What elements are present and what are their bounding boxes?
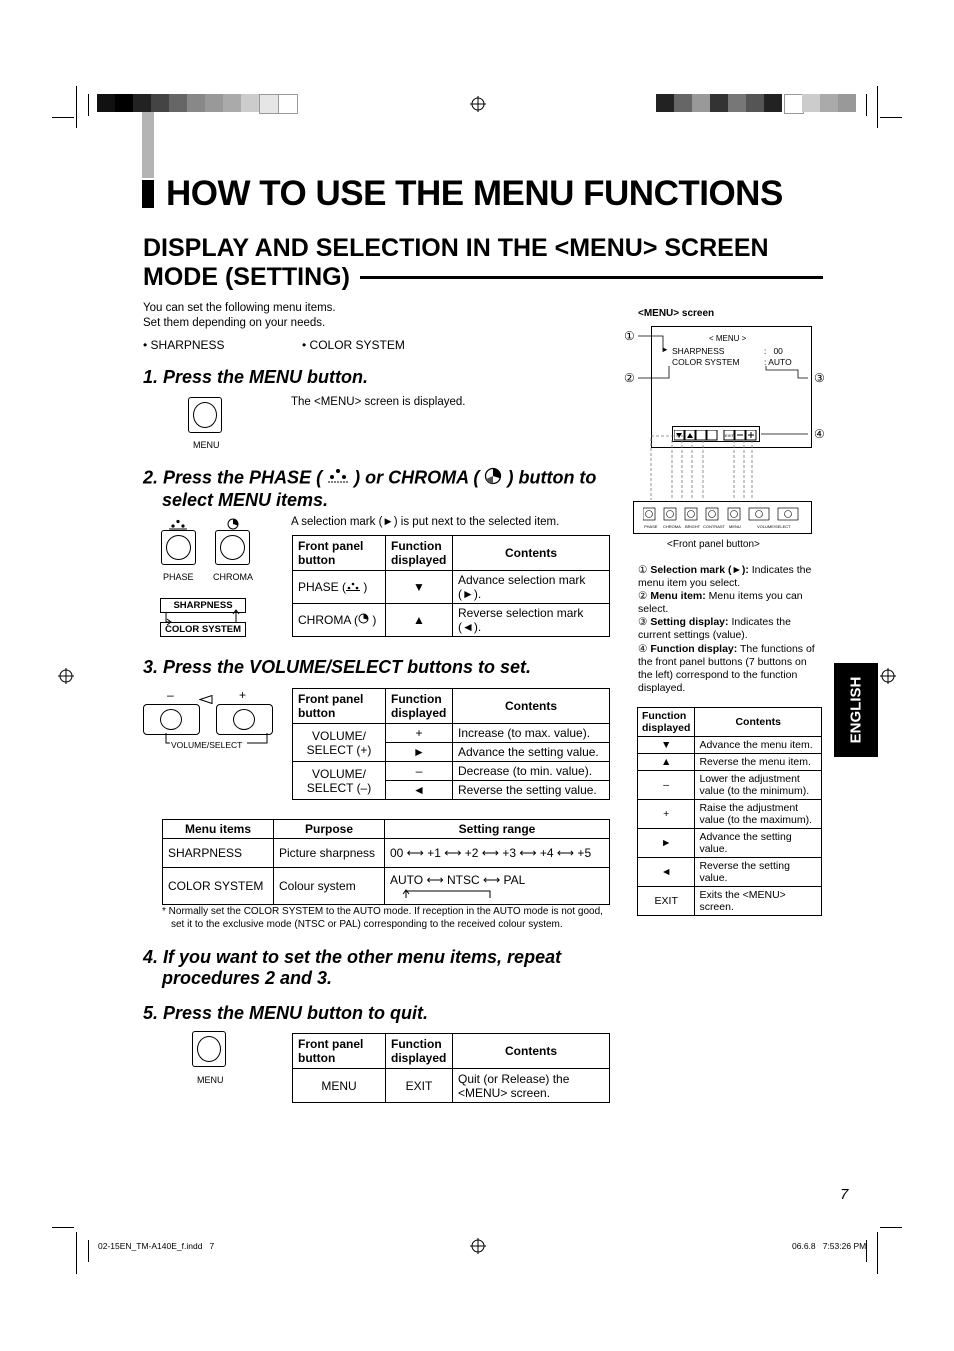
step2-heading-part-d: select MENU items. <box>162 490 329 510</box>
footnote <box>162 905 622 931</box>
table-cell: 00 ⟷ +1 ⟷ +2 ⟷ +3 ⟷ +4 ⟷ +5 <box>385 839 610 868</box>
table-cell: – <box>638 771 695 800</box>
table-row <box>638 737 822 754</box>
volume-select-plus-button[interactable] <box>216 704 273 735</box>
front-panel-label-chroma: CHROMA <box>663 524 681 529</box>
callout-1: ① <box>624 329 635 343</box>
legend-item-2: ② Menu item: Menu items you can select. <box>638 590 803 615</box>
table-row <box>638 858 822 887</box>
step4-heading-line-2: procedures 2 and 3. <box>162 968 333 988</box>
table-row <box>293 571 610 604</box>
table-cell: ▲ <box>638 754 695 771</box>
table-header: Contents <box>453 1034 610 1069</box>
setting-range-table <box>162 819 610 905</box>
table-cell: ▼ <box>638 737 695 754</box>
table-cell: AUTO ⟷ NTSC ⟷ PAL <box>385 868 610 905</box>
registration-mark-top <box>470 96 486 117</box>
table-cell: Quit (or Release) the <MENU> screen. <box>453 1069 610 1103</box>
table-row <box>638 754 822 771</box>
chroma-inline-icon <box>358 613 369 624</box>
table-header: Purpose <box>274 820 385 839</box>
menu-button[interactable] <box>188 397 222 433</box>
table-header: Function displayed <box>386 536 453 571</box>
callout-4: ④ <box>814 427 825 441</box>
step2-heading-part-b: ) or CHROMA ( <box>354 467 480 488</box>
registration-mark-left <box>58 668 74 689</box>
table-cell: Decrease (to min. value). <box>453 762 610 781</box>
table-cell: EXIT <box>386 1069 453 1103</box>
table-cell: Reverse the setting value. <box>453 781 610 800</box>
table-row <box>293 604 610 637</box>
subtitle-line-1: DISPLAY AND SELECTION IN THE <MENU> SCREEN <box>143 234 769 262</box>
table-cell: + <box>638 800 695 829</box>
table-cell: EXIT <box>638 887 695 916</box>
table-row <box>293 724 610 743</box>
function-display-table <box>637 707 822 916</box>
volume-plus-label: + <box>239 688 247 702</box>
step2-description: A selection mark (►) is put next to the selected item. <box>291 516 560 528</box>
table-cell: Advance the menu item. <box>695 737 822 754</box>
table-header: Front panel button <box>293 536 386 571</box>
table-header: Front panel button <box>293 689 386 724</box>
table-cell: Exits the <MENU> screen. <box>695 887 822 916</box>
table-cell: ▼ <box>386 571 453 604</box>
table-header: Function displayed <box>386 1034 453 1069</box>
front-panel-label-volume: VOLUME/SELECT <box>757 524 791 529</box>
step5-table <box>292 1033 610 1103</box>
table-cell: ► <box>386 743 453 762</box>
language-tab-label: ENGLISH <box>847 676 865 744</box>
subtitle-line-2: MODE (SETTING) <box>143 263 350 291</box>
step1-heading: 1. Press the MENU button. <box>143 367 369 387</box>
table-cell: PHASE ( ) <box>293 571 386 604</box>
phase-icon <box>327 468 349 489</box>
selection-arrows <box>158 608 248 631</box>
menu-item-bullet-color-system: • COLOR SYSTEM <box>302 338 405 352</box>
menu-quit-button[interactable] <box>192 1031 226 1067</box>
table-cell: VOLUME/ SELECT (–) <box>293 762 386 800</box>
table-cell: Advance the setting value. <box>453 743 610 762</box>
step1-description: The <MENU> screen is displayed. <box>291 396 466 408</box>
table-cell: Increase (to max. value). <box>453 724 610 743</box>
menu-screen-value-1: : 00 <box>764 346 783 356</box>
step3-table <box>292 688 610 800</box>
table-header: Function displayed <box>638 708 695 737</box>
language-tab <box>834 663 878 757</box>
table-cell: Advance the setting value. <box>695 829 822 858</box>
registration-mark-right <box>880 668 896 689</box>
table-cell: ◄ <box>386 781 453 800</box>
page-number: 7 <box>840 1186 849 1203</box>
table-row <box>638 771 822 800</box>
intro-line-1: You can set the following menu items. <box>143 302 336 314</box>
footer-timestamp: 06.6.8 7:53:26 PM <box>792 1241 867 1251</box>
table-cell: Raise the adjustment value (to the maximum). <box>695 800 822 829</box>
volume-select-minus-button[interactable] <box>143 704 200 735</box>
table-row <box>638 887 822 916</box>
phase-button[interactable] <box>161 530 196 565</box>
table-row <box>293 1069 610 1103</box>
table-cell: COLOR SYSTEM <box>163 868 274 905</box>
phase-inline-icon <box>346 582 360 591</box>
intro-line-2: Set them depending on your needs. <box>143 317 326 329</box>
front-panel-caption: <Front panel button> <box>667 539 760 550</box>
svg-text:EXIT: EXIT <box>725 433 734 438</box>
menu-item-bullet-sharpness: • SHARPNESS <box>143 338 225 352</box>
legend-item-3: ③ Setting display: Indicates the current settings (value). <box>638 616 791 641</box>
selection-box-sharpness: SHARPNESS <box>160 598 246 613</box>
menu-screen-value-2: : AUTO <box>764 357 792 367</box>
table-cell: Reverse selection mark (◄). <box>453 604 610 637</box>
table-header-row <box>293 1034 610 1069</box>
step4-heading-line-1: 4. If you want to set the other menu items, repeat <box>143 947 562 967</box>
front-panel-label-contrast: CONTRAST <box>703 524 725 529</box>
front-panel-label-bright: BRIGHT <box>685 524 701 529</box>
menu-screen-item-2: COLOR SYSTEM <box>672 357 740 367</box>
table-header: Menu items <box>163 820 274 839</box>
chroma-icon <box>484 467 502 490</box>
table-cell: + <box>386 724 453 743</box>
section-subtitle <box>143 234 833 292</box>
table-header: Front panel button <box>293 1034 386 1069</box>
callout-2: ② <box>624 371 635 385</box>
volume-select-label: VOLUME/SELECT <box>171 740 243 750</box>
table-cell: – <box>386 762 453 781</box>
title-marker <box>142 180 154 208</box>
table-header: Setting range <box>385 820 610 839</box>
intro-text <box>143 301 336 331</box>
table-cell: Colour system <box>274 868 385 905</box>
subtitle-rule <box>360 276 823 279</box>
table-header: Function displayed <box>386 689 453 724</box>
footer-filename: 02-15EN_TM-A140E_f.indd 7 <box>98 1241 215 1251</box>
step3-heading: 3. Press the VOLUME/SELECT buttons to set. <box>143 657 532 677</box>
footnote-line-1: * Normally set the COLOR SYSTEM to the AUTO mode. If reception in the AUTO mode is not good, <box>162 906 603 917</box>
table-header-row <box>638 708 822 737</box>
table-cell: VOLUME/ SELECT (+) <box>293 724 386 762</box>
table-header-row <box>293 689 610 724</box>
menu-screen-title: < MENU > <box>709 334 747 343</box>
table-cell: ◄ <box>638 858 695 887</box>
front-panel-label-phase: PHASE <box>644 524 658 529</box>
table-cell: CHROMA ( ) <box>293 604 386 637</box>
step2-heading <box>143 467 596 511</box>
table-cell: ► <box>638 829 695 858</box>
front-panel-label-menu: MENU <box>729 524 741 529</box>
menu-screen-caption: <MENU> screen <box>638 308 715 319</box>
table-cell: SHARPNESS <box>163 839 274 868</box>
selection-mark-icon: ► <box>661 345 669 354</box>
table-header-row <box>293 536 610 571</box>
volume-minus-label: – <box>167 688 174 702</box>
chroma-button[interactable] <box>215 530 250 565</box>
step2-heading-part-c: ) button to <box>507 467 597 488</box>
page-title: HOW TO USE THE MENU FUNCTIONS <box>166 174 783 213</box>
selection-box-color-system: COLOR SYSTEM <box>160 622 246 637</box>
callout-3: ③ <box>814 371 825 385</box>
legend-item-1: ① Selection mark (►): Indicates the menu item you select. <box>638 564 812 589</box>
table-row <box>638 829 822 858</box>
table-cell: ▲ <box>386 604 453 637</box>
table-cell: Reverse the menu item. <box>695 754 822 771</box>
table-cell: MENU <box>293 1069 386 1103</box>
menu-screen-item-1: SHARPNESS <box>672 346 725 356</box>
footnote-line-2: set it to the exclusive mode (NTSC or PAL) corresponding to the received colour system. <box>171 919 563 930</box>
table-cell: Lower the adjustment value (to the minimum). <box>695 771 822 800</box>
table-header: Contents <box>453 689 610 724</box>
step4-heading <box>143 947 561 989</box>
table-header-row <box>163 820 610 839</box>
legend-item-4: ④ Function display: The functions of the front panel buttons (7 buttons on the left) correspond to the function displayed. <box>638 643 815 694</box>
table-row <box>163 868 610 905</box>
header-gray-bar <box>142 112 154 178</box>
table-cell: Advance selection mark (►). <box>453 571 610 604</box>
step2-heading-part-a: 2. Press the PHASE ( <box>143 467 323 488</box>
table-row <box>163 839 610 868</box>
table-cell: Reverse the setting value. <box>695 858 822 887</box>
phase-button-label: PHASE <box>163 572 194 582</box>
step5-heading: 5. Press the MENU button to quit. <box>143 1003 429 1023</box>
chroma-button-label: CHROMA <box>213 572 253 582</box>
loop-arrow <box>390 887 500 899</box>
step2-table <box>292 535 610 637</box>
menu-quit-button-label: MENU <box>197 1075 224 1085</box>
menu-button-label: MENU <box>193 440 220 450</box>
table-row <box>293 762 610 781</box>
table-cell: Picture sharpness <box>274 839 385 868</box>
registration-mark-bottom <box>470 1238 486 1259</box>
table-header: Contents <box>453 536 610 571</box>
table-row <box>638 800 822 829</box>
table-header: Contents <box>695 708 822 737</box>
volume-speaker-icon <box>199 691 213 709</box>
